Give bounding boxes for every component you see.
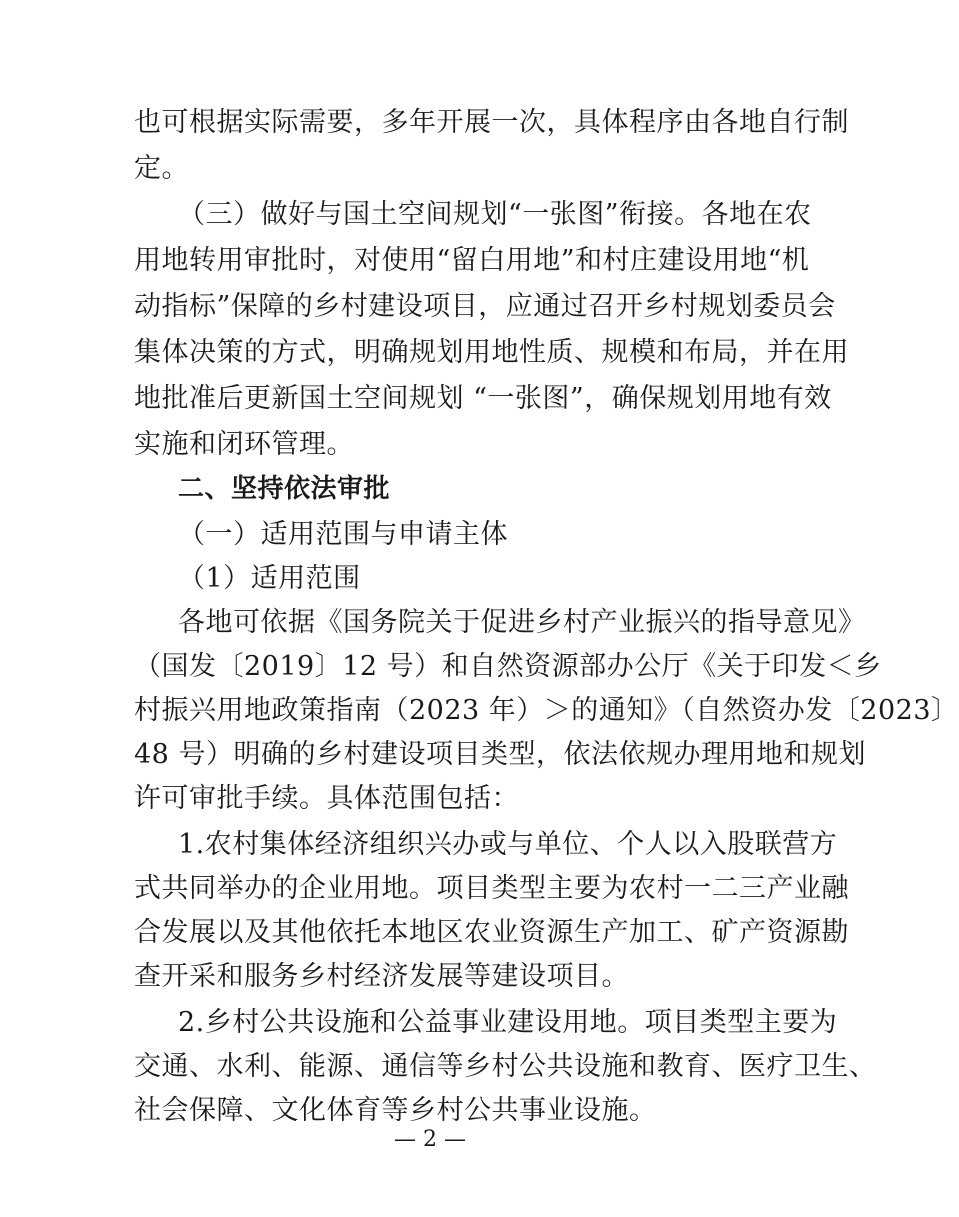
subsection-heading: （1）适用范围 <box>178 563 361 594</box>
body-line: 定。 <box>134 153 189 184</box>
body-line: 地批准后更新国土空间规划 “一张图”，确保规划用地有效 <box>134 383 832 414</box>
body-line: 实施和闭环管理。 <box>134 429 354 460</box>
body-line: 动指标”保障的乡村建设项目，应通过召开乡村规划委员会 <box>134 291 836 322</box>
body-line: （国发〔2019〕12 号）和自然资源部办公厅《关于印发＜乡 <box>134 651 882 682</box>
body-line: 交通、水利、能源、通信等乡村公共设施和教育、医疗卫生、 <box>134 1051 877 1082</box>
body-line: 许可审批手续。具体范围包括： <box>134 783 519 814</box>
list-item-2: 2.乡村公共设施和公益事业建设用地。项目类型主要为 <box>178 1007 838 1038</box>
section-heading-three: （三）做好与国土空间规划“一张图”衔接。各地在农 <box>178 199 812 230</box>
body-line: 用地转用审批时，对使用“留白用地”和村庄建设用地“机 <box>134 245 810 276</box>
page-number: — 2 — <box>394 1127 466 1152</box>
body-line: 合发展以及其他依托本地区农业资源生产加工、矿产资源勘 <box>134 917 849 948</box>
body-line: 48 号）明确的乡村建设项目类型，依法依规办理用地和规划 <box>134 739 866 770</box>
body-line: 村振兴用地政策指南（2023 年）＞的通知》（自然资办发〔2023〕 <box>134 695 959 726</box>
body-line: 查开采和服务乡村经济发展等建设项目。 <box>134 961 629 992</box>
section-heading-main: 二、坚持依法审批 <box>178 474 391 504</box>
body-line: 也可根据实际需要，多年开展一次，具体程序由各地自行制 <box>134 107 849 138</box>
body-line: 集体决策的方式，明确规划用地性质、规模和布局，并在用 <box>134 337 849 368</box>
body-line: 式共同举办的企业用地。项目类型主要为农村一二三产业融 <box>134 873 849 904</box>
body-line: 社会保障、文化体育等乡村公共事业设施。 <box>134 1095 657 1126</box>
list-item-1: 1.农村集体经济组织兴办或与单位、个人以入股联营方 <box>178 829 838 860</box>
subsection-heading: （一）适用范围与申请主体 <box>178 519 508 550</box>
body-line: 各地可依据《国务院关于促进乡村产业振兴的指导意见》 <box>178 607 866 638</box>
